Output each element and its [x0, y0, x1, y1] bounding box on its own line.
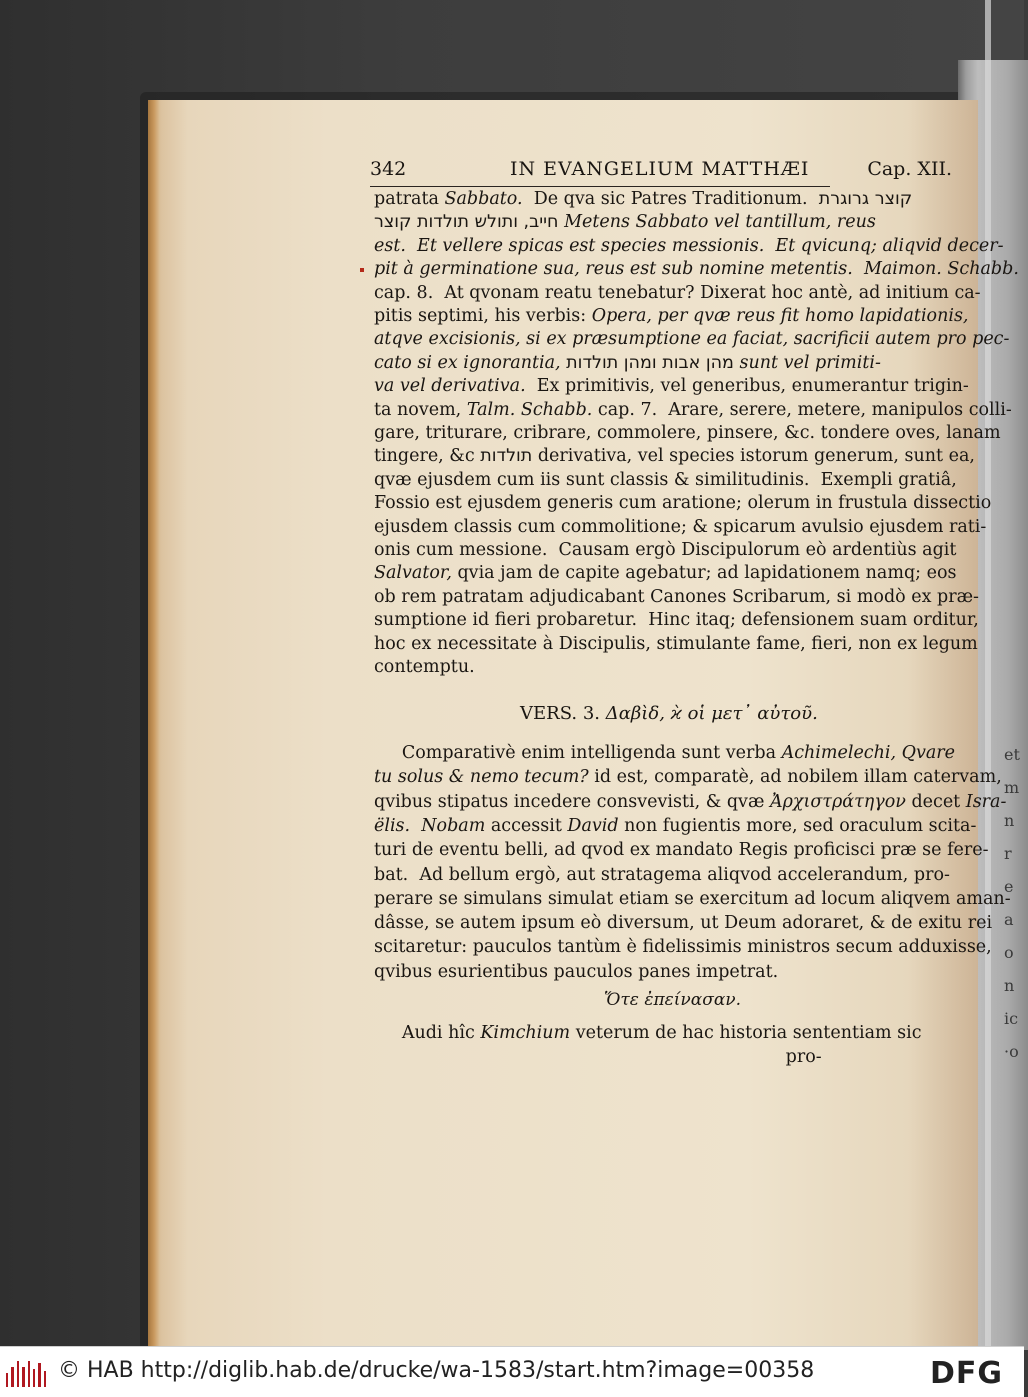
text-segment: Metens Sabbato vel tantillum, reus: [558, 212, 876, 233]
text-segment: Isra-: [965, 791, 1007, 812]
text-segment: contemptu.: [374, 657, 475, 677]
text-line: [374, 490, 992, 516]
text-segment: cap. 8. At qvonam reatu tenebatur? Dixerat hoc antè, ad initium ca-: [374, 282, 981, 303]
text-line: [374, 959, 952, 985]
text-segment: pit à germinatione sua, reus est sub nomine metentis. Maimon. Schabb.: [374, 259, 1019, 280]
text-line: [374, 256, 1019, 282]
page-fold: [985, 0, 991, 1346]
text-segment: bat. Ad bellum ergò, aut stratagema aliqvod accelerandum, pro-: [374, 864, 950, 885]
text-segment: Sabbato.: [444, 189, 523, 209]
text-segment: non fugientis more, sed oraculum scita-: [618, 815, 977, 836]
text-segment: turi de eventu belli, ad qvod ex mandato Regis proficisci præ se fere-: [374, 840, 989, 861]
text-segment: Kimchium: [480, 1023, 571, 1043]
text-segment: sunt vel primiti-: [733, 352, 881, 373]
edge-fragment: e: [1004, 877, 1014, 896]
text-line: [374, 764, 1002, 790]
edge-fragment: r: [1004, 844, 1012, 863]
text-line: [374, 233, 1004, 259]
text-segment: ta novem,: [374, 399, 467, 420]
text-segment: qvæ ejusdem cum iis sunt classis & similitudinis. Exempli gratiâ,: [374, 469, 957, 490]
page-number: 342: [370, 158, 407, 180]
text-line: [374, 837, 989, 863]
text-line: [374, 813, 977, 839]
text-line: [374, 631, 978, 657]
text-segment: derivativa, vel species istorum generum, sunt ea,: [532, 446, 975, 467]
text-segment: gare, triturare, cribrare, commolere, pinsere, &c. tondere oves, lanam: [374, 423, 1001, 443]
text-segment: va vel derivativa.: [374, 376, 526, 397]
verse-greek: Δαβὶδ, ϰ̀ οἱ μετ᾽ αὐτοῦ.: [605, 703, 818, 724]
text-segment: tingere, &c: [374, 446, 481, 467]
text-segment: sumptione id fieri probaretur. Hinc itaq; defensionem suam orditur,: [374, 610, 979, 631]
greek-subheading: Ὅτε ἐπείνασαν.: [604, 990, 742, 1010]
text-segment: Opera, per qvæ reus fit homo lapidationis,: [591, 306, 969, 326]
text-line: [374, 1020, 952, 1046]
text-segment: qvibus esurientibus pauculos panes impetrat.: [374, 961, 779, 982]
text-line: [374, 186, 952, 212]
footer-bar: [0, 1346, 1024, 1397]
text-segment: patrata: [374, 189, 445, 209]
edge-fragment: n: [1004, 976, 1015, 995]
text-line: [374, 584, 979, 610]
text-line: [374, 910, 993, 936]
text-segment: Fossio est ejusdem generis cum aratione; olerum in frustula dissectio: [374, 493, 992, 514]
running-head: IN EVANGELIUM MATTHÆI: [510, 158, 810, 180]
text-segment: perare se simulans simulat etiam se exercitum ad locum aliqvem aman-: [374, 888, 1011, 909]
text-line: [374, 280, 981, 306]
hebrew-text: חייב, ותולש תולדות קוצר: [374, 212, 559, 233]
edge-fragment: o: [1004, 943, 1014, 962]
page-gutter: [148, 100, 160, 1350]
text-line: [374, 350, 952, 376]
edge-fragment: et: [1004, 745, 1020, 764]
text-line: [374, 1044, 952, 1070]
text-segment: hoc ex necessitate à Discipulis, stimulante fame, fieri, non ex legum: [374, 633, 978, 654]
text-segment: cap. 7. Arare, serere, metere, manipulos colli-: [592, 399, 1012, 420]
hebrew-text: מהן אבות ומהן תולדות: [566, 352, 734, 373]
text-segment: id est, comparatè, ad nobilem illam catervam,: [588, 767, 1002, 788]
text-segment: Ἀρχιστράτηγον: [769, 791, 906, 812]
text-segment: David: [567, 815, 619, 836]
hebrew-text: קוצר גרוגרת: [818, 189, 913, 209]
text-line: [374, 373, 969, 399]
text-segment: tu solus & nemo tecum?: [374, 767, 589, 788]
text-line: [374, 443, 975, 469]
text-segment: ejusdem classis cum commolitione; & spicarum avulsio ejusdem rati-: [374, 516, 987, 537]
edge-fragment: n: [1004, 811, 1015, 830]
text-segment: Salvator,: [374, 563, 452, 584]
text-segment: est. Et vellere spicas est species messionis. Et qvicunq; aliqvid decer-: [374, 235, 1004, 256]
text-segment: pro-: [374, 1047, 822, 1067]
text-segment: pitis septimi, his verbis:: [374, 306, 592, 326]
text-line: [374, 326, 1010, 352]
text-segment: Audi hîc: [374, 1023, 481, 1043]
text-segment: atqve excisionis, si ex præsumptione ea faciat, sacrificii autem pro pec-: [374, 329, 1010, 350]
text-line: [374, 886, 1011, 912]
verse-heading: [520, 703, 818, 724]
text-line: [374, 740, 955, 766]
text-segment: Achimelechi, Qvare: [781, 743, 955, 763]
text-line: [374, 303, 969, 329]
chapter-label: Cap. XII.: [867, 158, 952, 180]
text-segment: ob rem patratam adjudicabant Canones Scribarum, si modò ex præ-: [374, 586, 979, 607]
text-segment: cato si ex ignorantia,: [374, 352, 567, 373]
text-line: [374, 654, 952, 680]
edge-fragment: m: [1004, 778, 1020, 797]
text-segment: De qva sic Patres Traditionum.: [522, 189, 819, 209]
text-segment: decet: [905, 791, 966, 812]
text-line: [374, 209, 952, 235]
dfg-logo: DFG: [930, 1356, 1004, 1391]
text-segment: onis cum messione. Causam ergò Discipulorum eò ardentiùs agit: [374, 540, 957, 560]
text-segment: qvibus stipatus incedere consvevisti, & qvæ: [374, 791, 770, 812]
edge-fragment: ·o: [1004, 1042, 1019, 1061]
hebrew-text: תולדות: [480, 446, 533, 467]
edge-fragment: a: [1004, 910, 1014, 929]
verse-label: VERS. 3.: [520, 703, 600, 724]
text-line: [374, 789, 1007, 815]
text-segment: qvia jam de capite agebatur; ad lapidationem namq; eos: [451, 563, 957, 584]
copyright-link[interactable]: © HAB http://diglib.hab.de/drucke/wa-1583/start.htm?image=00358: [58, 1358, 815, 1383]
text-segment: ëlis. Nobam: [374, 815, 486, 836]
text-line: [374, 420, 1001, 446]
text-line: [374, 467, 957, 493]
text-segment: Ex primitivis, vel generibus, enumerantur trigin-: [525, 376, 969, 397]
text-line: [374, 514, 987, 540]
text-segment: Comparativè enim intelligenda sunt verba: [374, 743, 782, 763]
text-line: [374, 537, 957, 563]
text-line: [374, 862, 952, 888]
text-segment: accessit: [485, 815, 568, 836]
text-segment: veterum de hac historia sententiam sic: [570, 1023, 922, 1043]
edge-fragment: ic: [1004, 1009, 1019, 1028]
text-line: [374, 934, 992, 960]
text-segment: Talm. Schabb.: [466, 399, 593, 420]
text-line: [374, 560, 957, 586]
hab-logo-icon: [6, 1359, 46, 1387]
text-segment: dâsse, se autem ipsum eò diversum, ut Deum adoraret, & de exitu rei: [374, 913, 993, 934]
text-line: [374, 607, 979, 633]
running-header: [370, 158, 952, 186]
text-line: [374, 397, 1012, 423]
ink-mark: [360, 268, 364, 272]
text-segment: scitaretur: pauculos tantùm è fidelissimis ministros secum adduxisse,: [374, 937, 992, 958]
